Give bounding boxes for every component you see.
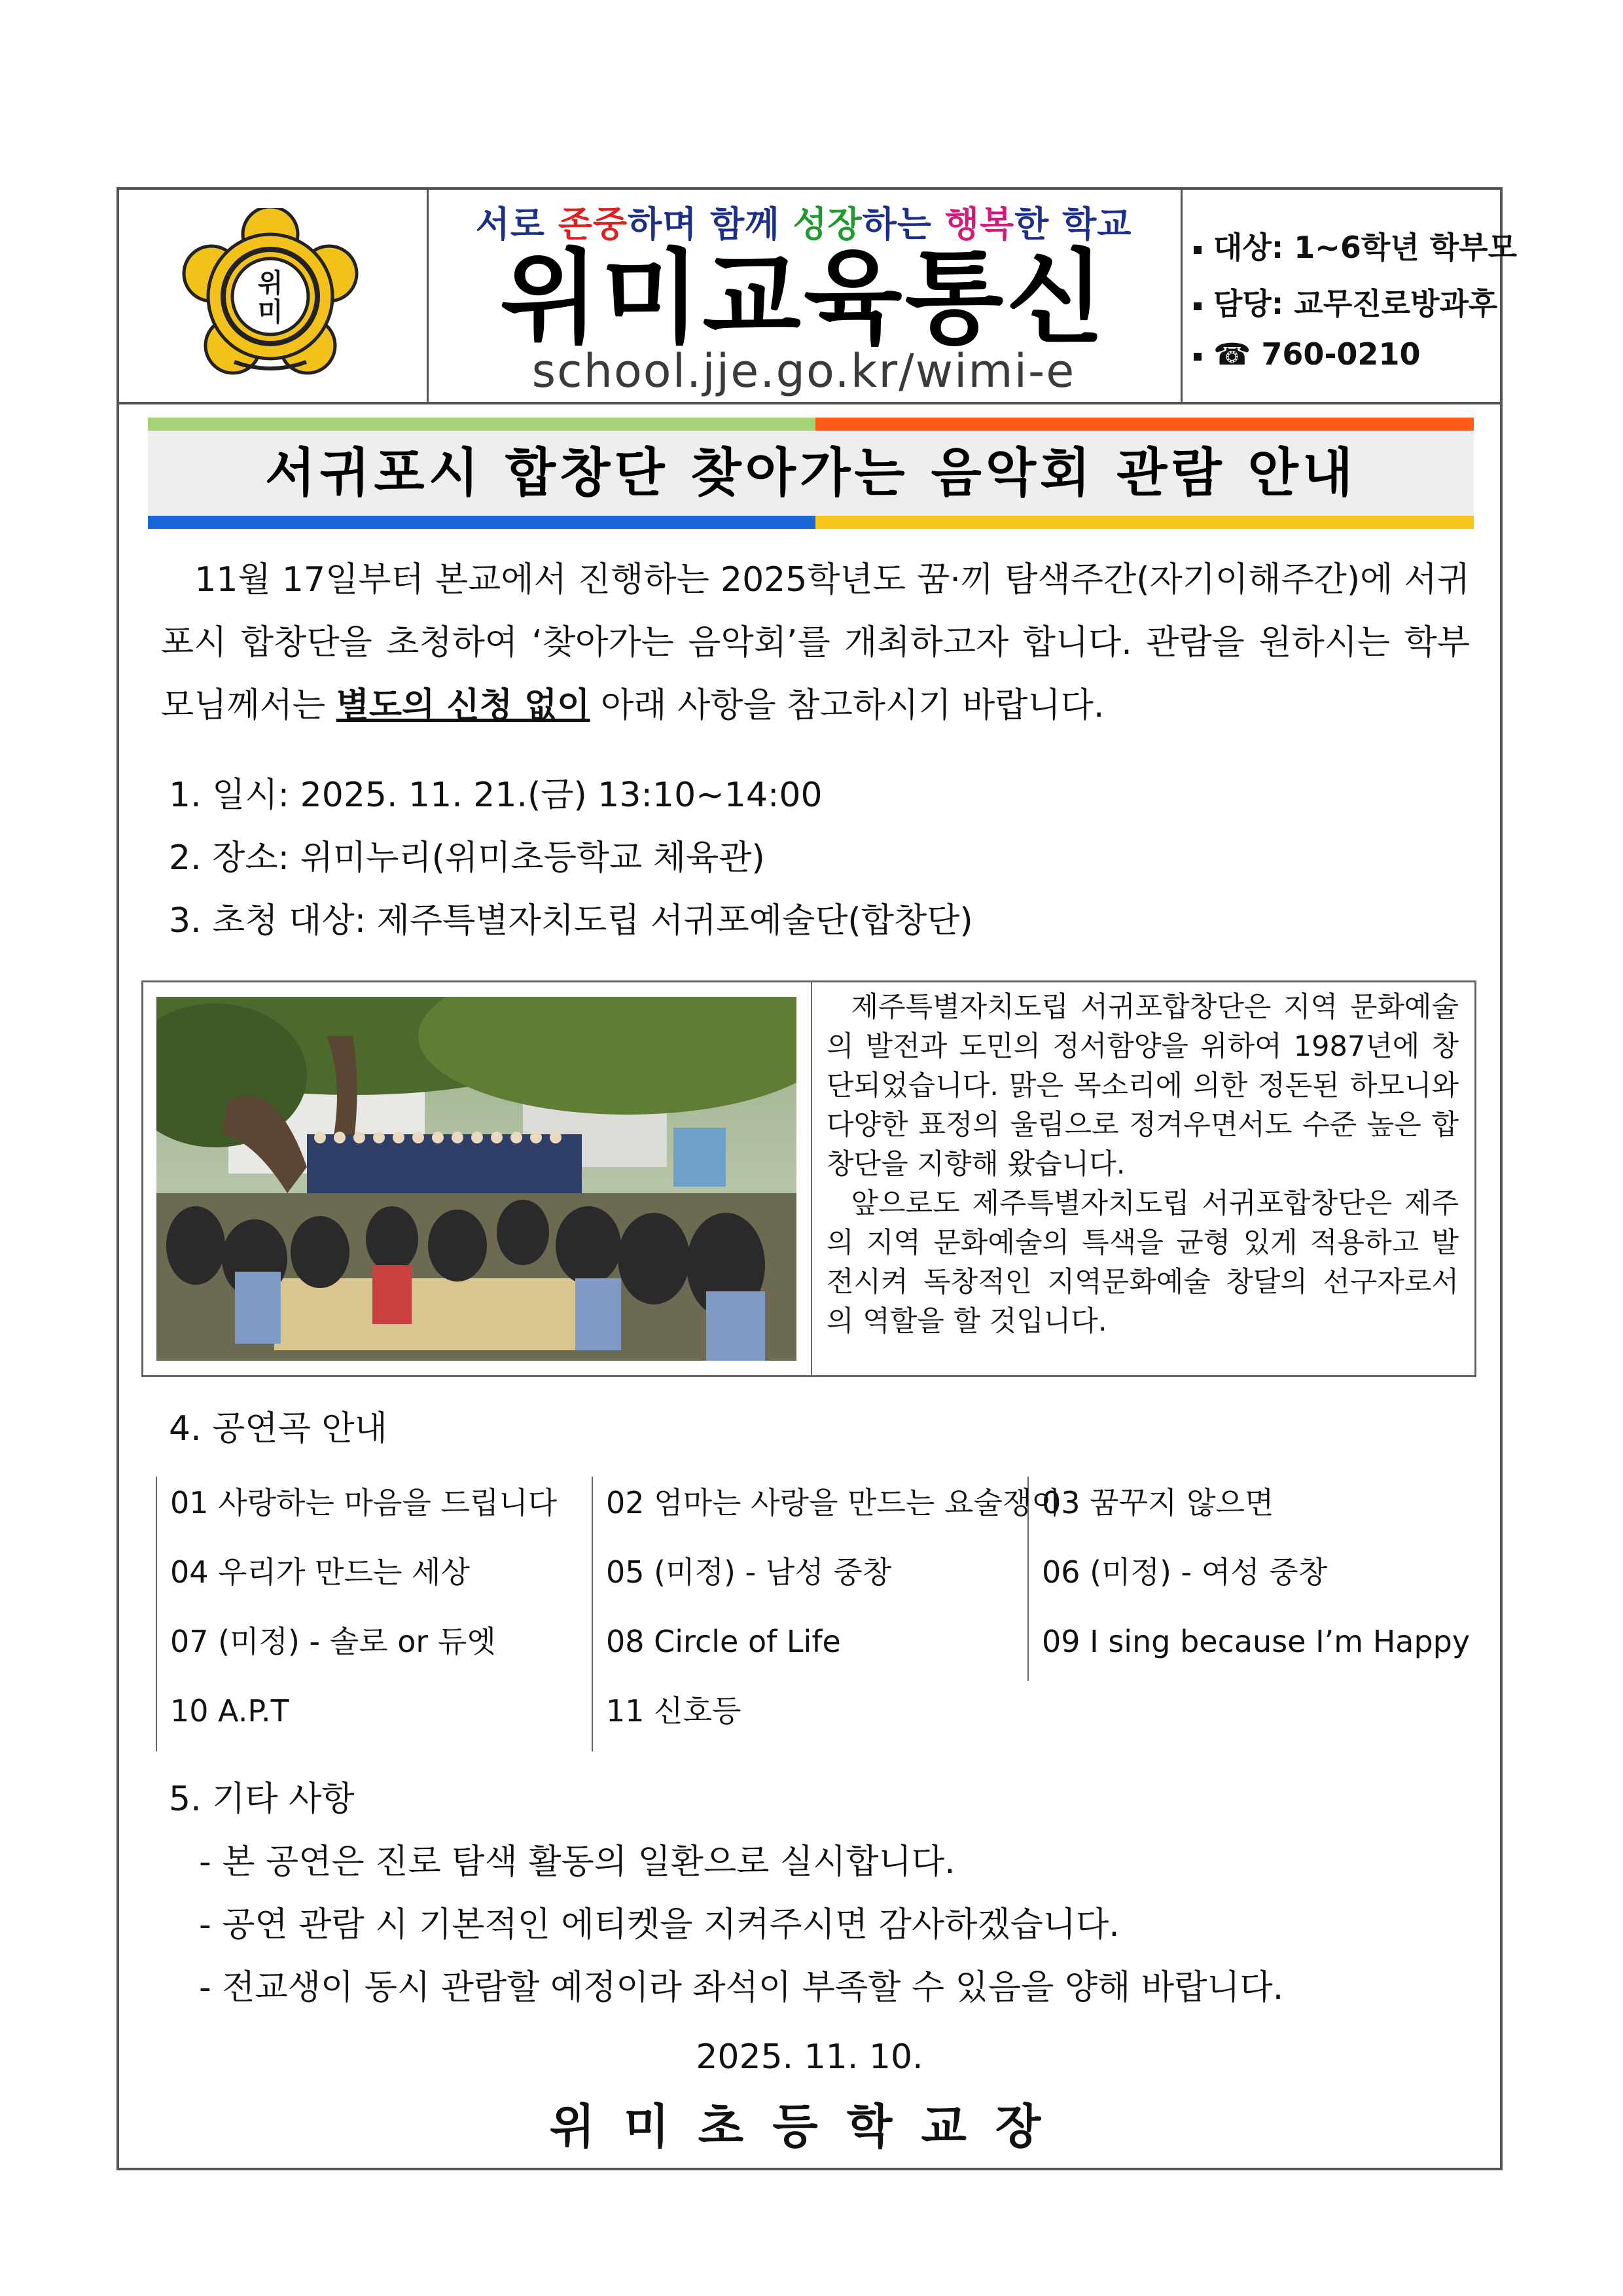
info-department: 담당: 교무진로방과후 [1194, 280, 1497, 323]
song-item: 09 I sing because I’m Happy [1042, 1624, 1471, 1659]
item-invitee: 3. 초청 대상: 제주특별자치도립 서귀포예술단(합창단) [169, 901, 973, 941]
newsletter-header [119, 190, 1518, 404]
etc-heading: 5. 기타 사항 [169, 1780, 355, 1819]
songs-heading: 4. 공연곡 안내 [169, 1409, 387, 1448]
photo-divider [811, 982, 812, 1375]
item-datetime: 1. 일시: 2025. 11. 21.(금) 13:10~14:00 [169, 776, 823, 815]
info-phone: ☎ 760-0210 [1194, 336, 1420, 372]
document-frame [116, 187, 1518, 2170]
logo-cell [119, 190, 429, 402]
emblem-char-2: 미 [257, 297, 283, 327]
title-cell [427, 190, 1183, 402]
choir-info-box [141, 980, 1476, 1377]
song-list [156, 1477, 1471, 1751]
title-bar-top [148, 418, 1474, 431]
etc-item: - 본 공연은 진로 탐색 활동의 일환으로 실시합니다. [199, 1842, 955, 1882]
song-item: 05 (미정) - 남성 중창 [606, 1554, 892, 1590]
choir-performance-photo [156, 997, 796, 1361]
choir-description-paragraph-2: 앞으로도 제주특별자치도립 서귀포합창단은 제주의 지역 문화예술의 특색을 균형 있게 적용하고 발전시켜 독창적인 지역문화예술 창달의 선구자로서의 역할을 할 것입니다. [827, 1187, 1459, 1338]
school-url: school.jje.go.kr/wimi-e [531, 344, 1076, 398]
signer: 위미초등학교장 [549, 2099, 1070, 2154]
info-cell [1181, 190, 1518, 402]
no-application-note: 별도의 신청 없이 [336, 686, 590, 725]
school-emblem-icon [182, 208, 359, 385]
notice-title-box [148, 431, 1474, 516]
choir-description [827, 988, 1459, 1341]
song-item: 03 꿈꾸지 않으면 [1042, 1485, 1274, 1520]
etc-item: - 전교생이 동시 관람할 예정이라 좌석이 부족할 수 있음을 양해 바랍니다. [199, 1968, 1284, 2007]
song-item: 06 (미정) - 여성 중창 [1042, 1554, 1328, 1590]
song-item: 02 엄마는 사랑을 만드는 요술쟁이 [606, 1485, 1061, 1520]
song-item: 07 (미정) - 솔로 or 듀엣 [170, 1624, 496, 1659]
song-item: 04 우리가 만드는 세상 [170, 1554, 470, 1590]
info-target: 대상: 1~6학년 학부모 [1194, 224, 1517, 267]
newsletter-title: 위미교육통신 [499, 238, 1108, 357]
song-item: 08 Circle of Life [606, 1624, 841, 1659]
school-motto: 서로 존중하며 함께 성장하는 행복한 학교 [475, 204, 1132, 245]
item-place: 2. 장소: 위미누리(위미초등학교 체육관) [169, 838, 765, 878]
choir-description-paragraph-1: 제주특별자치도립 서귀포합창단은 지역 문화예술의 발전과 도민의 정서함양을 위하여 1987년에 창단되었습니다. 맑은 목소리에 의한 정돈된 하모니와 다양한 표정의 울림으로 정겨우면서도 수준 높은 합창단을 지향해 왔습니다. [827, 991, 1459, 1181]
issue-date: 2025. 11. 10. [696, 2037, 923, 2077]
title-bar-bottom [148, 516, 1474, 529]
song-item: 01 사랑하는 마음을 드립니다 [170, 1485, 558, 1520]
etc-item: - 공연 관람 시 기본적인 에티켓을 지켜주시면 감사하겠습니다. [199, 1905, 1120, 1945]
song-item: 11 신호등 [606, 1693, 741, 1729]
song-item: 10 A.P.T [170, 1693, 289, 1729]
notice-title: 서귀포시 합창단 찾아가는 음악회 관람 안내 [264, 442, 1357, 503]
emblem-char-1: 위 [257, 268, 283, 298]
intro-paragraph: 11월 17일부터 본교에서 진행하는 2025학년도 꿈·끼 탐색주간(자기이해주간)에 서귀포시 합창단을 초청하여 ‘찾아가는 음악회’를 개최하고자 합니다. 관람을 원하시는 학부모님께서는 별도의 신청 없이 아래 사항을 참고하시기 바랍니다. [161, 560, 1470, 725]
